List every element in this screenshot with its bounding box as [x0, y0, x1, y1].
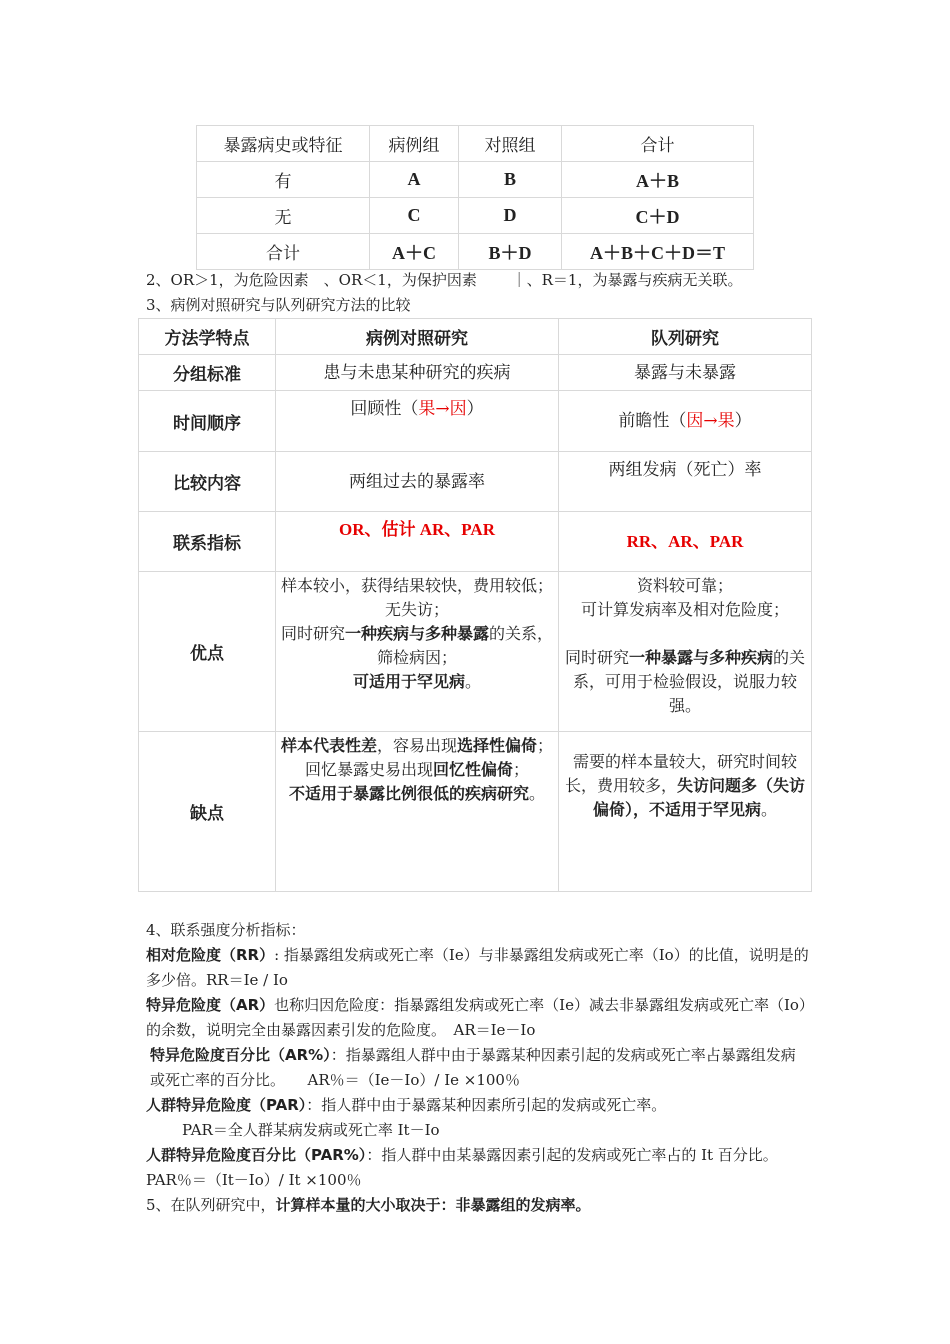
- text: 一种暴露与多种疾病: [628, 648, 773, 667]
- or-interpretation-a: 2、OR＞1，为危险因素 、OR＜1，为保护因素: [146, 271, 477, 289]
- table-cell: 有: [197, 162, 370, 198]
- ar-definition: [146, 993, 810, 1043]
- header-cell: 对照组: [459, 126, 562, 162]
- table-cell: A＋C: [370, 234, 459, 270]
- row-label: 缺点: [139, 732, 276, 892]
- table-cell: [559, 732, 812, 892]
- table-cell: 患与未患某种研究的疾病: [276, 355, 559, 391]
- row-label: 优点: [139, 572, 276, 732]
- table-cell: A＋B: [562, 162, 754, 198]
- table-header-row: [197, 126, 754, 162]
- table-row: [139, 452, 812, 512]
- table-row: [139, 572, 812, 732]
- text: 的关系，可用于检验假设，说服力较强。: [572, 648, 806, 715]
- table-cell: 合计: [197, 234, 370, 270]
- section-4: [146, 918, 810, 1218]
- text: 不适用于暴露比例很低的疾病研究: [288, 784, 529, 803]
- text-line: [280, 622, 554, 670]
- text-line: [563, 646, 807, 718]
- text-line: [280, 734, 554, 758]
- text: 果→因: [418, 399, 467, 419]
- text: 样本较小，获得结果较快，费用较低；无失访；: [280, 576, 553, 619]
- table-cell: A＋B＋C＋D＝T: [562, 234, 754, 270]
- table-row: [139, 355, 812, 391]
- text-line: [280, 670, 554, 694]
- par-formula: PAR＝全人群某病发病或死亡率 It－Io: [182, 1121, 440, 1139]
- text: ，容易出现: [376, 736, 457, 755]
- table-cell: C: [370, 198, 459, 234]
- table-row: [197, 162, 754, 198]
- section-5-b: 计算样本量的大小取决于：非暴露组的发病率。: [275, 1196, 591, 1214]
- table-cell: C＋D: [562, 198, 754, 234]
- parp-definition: [146, 1143, 810, 1193]
- row-label: 比较内容: [139, 452, 276, 512]
- header-cell: 合计: [562, 126, 754, 162]
- section-3-title: 3、病例对照研究与队列研究方法的比较: [146, 296, 411, 314]
- arp-term: 特异危险度百分比（AR%）: [150, 1046, 331, 1064]
- text: 可适用于罕见病: [352, 672, 465, 691]
- exposure-table: [196, 125, 754, 270]
- text: 资料较可靠；: [636, 576, 733, 595]
- text: ；: [513, 760, 530, 779]
- text: 回忆性偏倚: [432, 760, 513, 779]
- rr-text: : 指暴露组发病或死亡率（Ie）与非暴露组发病或死亡率（Io）的比值，说明是的多少倍。RR＝Ie / Io: [146, 946, 809, 989]
- table-header-row: [139, 319, 812, 355]
- parp-term: 人群特异危险度百分比（PAR%）: [146, 1146, 367, 1164]
- rr-definition: [146, 943, 810, 993]
- text: 的关系，筛检病因；: [376, 624, 554, 667]
- header-cell: 病例组: [370, 126, 459, 162]
- or-interpretation-line: [146, 268, 742, 292]
- table-cell: OR、估计 AR、PAR: [276, 512, 559, 572]
- text: 选择性偏倚: [457, 736, 538, 755]
- text: 一种疾病与多种暴露: [344, 624, 489, 643]
- table-cell: 两组发病（死亡）率: [559, 452, 812, 512]
- text: ）: [734, 411, 752, 431]
- text: 样本代表性差: [280, 736, 377, 755]
- ar-term: 特异危险度（AR）: [146, 996, 275, 1014]
- par-text: ：指人群中由于暴露某种因素所引起的发病或死亡率。: [306, 1096, 667, 1114]
- arp-definition: [146, 1043, 810, 1093]
- row-label: 分组标准: [139, 355, 276, 391]
- text: 。: [761, 800, 778, 819]
- row-label: 联系指标: [139, 512, 276, 572]
- text: 需要的样本量较大，研究时间较长，费用较多，: [564, 752, 797, 795]
- section-5: [146, 1193, 810, 1218]
- text: ；: [537, 736, 554, 755]
- text: 因→果: [686, 411, 735, 431]
- text: 可计算发病率及相对危险度；: [580, 600, 789, 619]
- header-cell: 暴露病史或特征: [197, 126, 370, 162]
- table-cell: 暴露与未暴露: [559, 355, 812, 391]
- text-line: [280, 758, 554, 782]
- text: 失访问题多: [676, 776, 757, 795]
- or-interpretation-b: ｜、R＝1，为暴露与疾病无关联。: [511, 271, 743, 289]
- text: 。: [529, 784, 546, 803]
- par-definition: [146, 1093, 810, 1118]
- comparison-table: [138, 318, 812, 892]
- header-cell: 队列研究: [559, 319, 812, 355]
- table-cell: 两组过去的暴露率: [276, 452, 559, 512]
- header-cell: 方法学特点: [139, 319, 276, 355]
- row-label: 时间顺序: [139, 391, 276, 452]
- text: 同时研究: [280, 624, 345, 643]
- section-4-title: 4、联系强度分析指标：: [146, 921, 306, 939]
- text: ）: [466, 399, 484, 419]
- text: （失访偏倚）: [592, 776, 806, 819]
- table-cell: D: [459, 198, 562, 234]
- arp-text: ：指暴露组人群中由于暴露某种因素引起的发病或死亡率占暴露组发病或死亡率的百分比。 AR％＝（Ie－Io）/ Ie ×100％: [150, 1046, 796, 1089]
- text: 同时研究: [564, 648, 629, 667]
- text-line: [280, 782, 554, 806]
- text: 回顾性（: [350, 399, 419, 419]
- table-row: [197, 198, 754, 234]
- table-cell: B＋D: [459, 234, 562, 270]
- text: ，不适用于罕见病: [632, 800, 761, 819]
- header-cell: 病例对照研究: [276, 319, 559, 355]
- table-cell: [559, 391, 812, 452]
- par-term: 人群特异危险度（PAR）: [146, 1096, 307, 1114]
- parp-text: ：指人群中由某暴露因素引起的发病或死亡率占的 It 百分比。PAR％＝（It－Io）/ It ×100％: [146, 1146, 778, 1189]
- table-cell: [276, 732, 559, 892]
- table-cell: 无: [197, 198, 370, 234]
- text: 前瞻性（: [618, 411, 687, 431]
- ar-text: 也称归因危险度：指暴露组发病或死亡率（Ie）减去非暴露组发病或死亡率（Io）的余数，说明完全由暴露因素引发的危险度。 AR＝Ie－Io: [146, 996, 807, 1039]
- table-row: [139, 512, 812, 572]
- table-cell: B: [459, 162, 562, 198]
- section-5-a: 5、在队列研究中，: [146, 1196, 276, 1214]
- text: 回忆暴露史易出现: [304, 760, 433, 779]
- rr-term: 相对危险度（RR）: [146, 946, 275, 964]
- text: 。: [465, 672, 482, 691]
- table-cell: [559, 572, 812, 732]
- table-cell: [276, 572, 559, 732]
- table-row: [139, 732, 812, 892]
- table-cell: RR、AR、PAR: [559, 512, 812, 572]
- table-row: [197, 234, 754, 270]
- table-cell: [276, 391, 559, 452]
- table-cell: A: [370, 162, 459, 198]
- table-row: [139, 391, 812, 452]
